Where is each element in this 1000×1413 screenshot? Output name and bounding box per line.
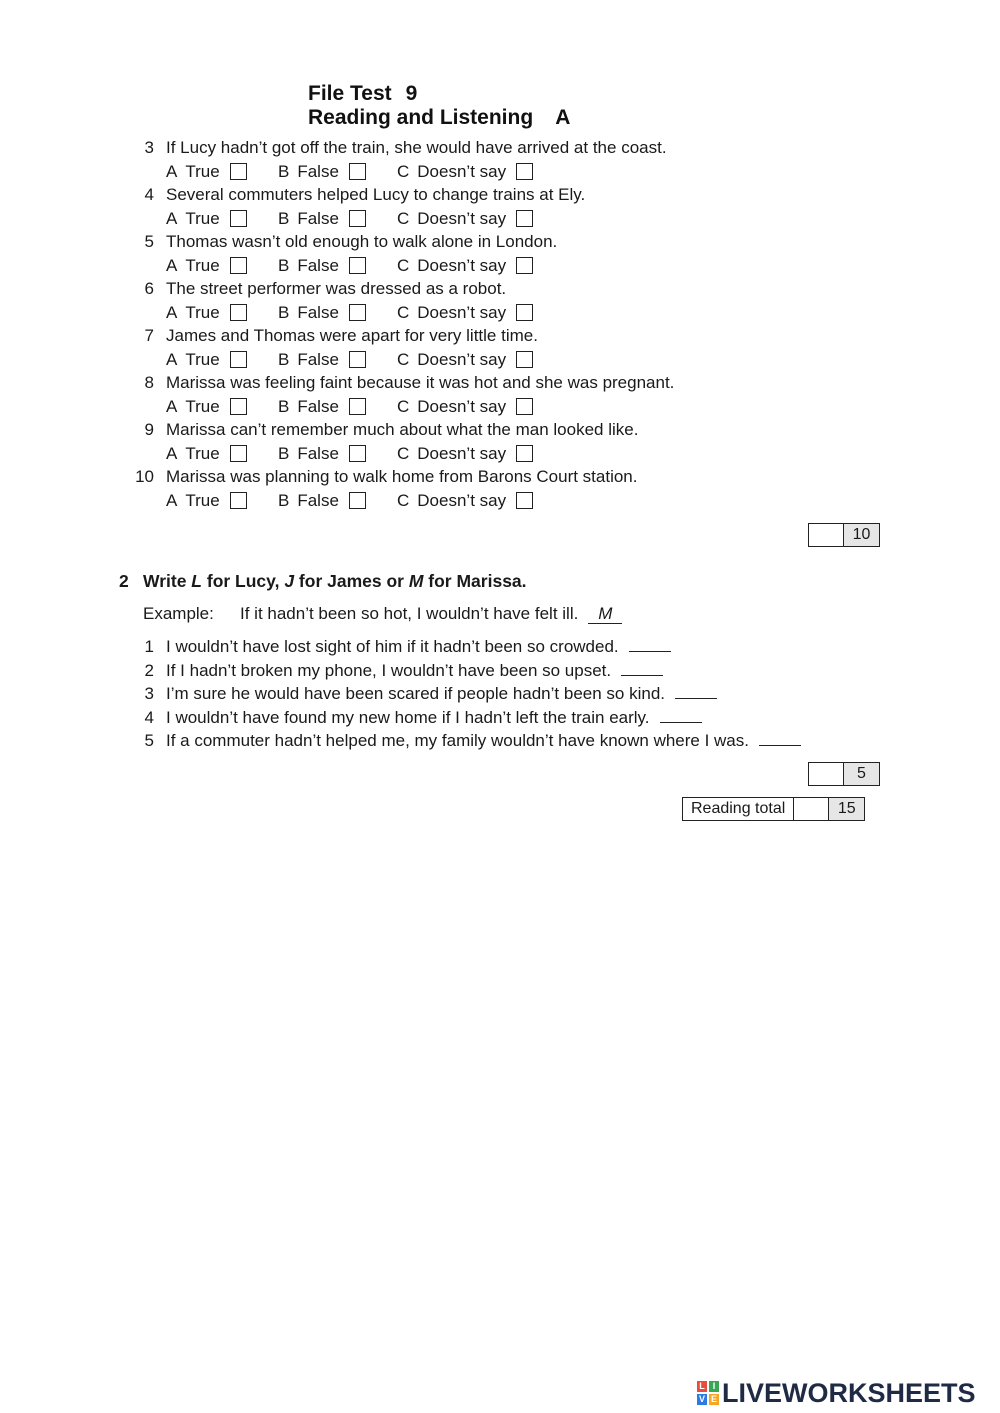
item-text: If a commuter hadn’t helped me, my family wouldn’t have known where I was.	[166, 731, 749, 750]
answer-blank[interactable]	[759, 731, 801, 746]
option-letter: C	[397, 490, 410, 510]
section1-question-list	[120, 136, 880, 512]
question-row	[120, 371, 880, 395]
example-text: If it hadn’t been so hot, I wouldn’t have felt ill.	[240, 604, 579, 623]
option-checkbox[interactable]	[349, 304, 366, 321]
option-letter: A	[166, 208, 178, 228]
answer-option-a[interactable]	[166, 395, 247, 419]
question-row	[120, 465, 880, 489]
option-checkbox[interactable]	[516, 398, 533, 415]
answer-option-a[interactable]	[166, 489, 247, 513]
option-label: False	[297, 161, 339, 181]
item-text: If I hadn’t broken my phone, I wouldn’t have been so upset.	[166, 660, 612, 680]
item-text: I wouldn’t have lost sight of him if it hadn’t been so crowded.	[166, 637, 619, 656]
logo-icon-tile: E	[710, 1394, 717, 1404]
section2-number: 2	[119, 571, 129, 591]
option-checkbox[interactable]	[349, 257, 366, 274]
heading-letter-l: L	[191, 571, 202, 591]
item-text: I’m sure he would have been scared if people hadn’t been so kind.	[166, 684, 665, 703]
question-number: 10	[135, 467, 154, 486]
option-label: False	[297, 255, 339, 275]
section1-score-max: 10	[844, 524, 879, 546]
title-reading-listening: Reading and Listening	[308, 106, 534, 129]
answer-options-row	[120, 207, 880, 231]
option-label: Doesn’t say	[417, 443, 507, 463]
question-text: Marissa can’t remember much about what the man looked like.	[166, 420, 639, 439]
question-text: If Lucy hadn’t got off the train, she would have arrived at the coast.	[166, 138, 667, 157]
option-label: True	[185, 161, 220, 181]
page-title	[308, 82, 570, 130]
section2-score-max: 5	[844, 763, 879, 785]
section2-heading	[119, 570, 527, 592]
option-label: False	[297, 443, 339, 463]
option-letter: B	[278, 396, 290, 416]
reading-total-label: Reading total	[683, 798, 794, 820]
question-number: 8	[144, 373, 154, 392]
logo-icon-tile: I	[709, 1381, 719, 1392]
reading-total-max: 15	[829, 798, 864, 820]
option-label: True	[185, 302, 220, 322]
option-label: Doesn’t say	[417, 396, 507, 416]
heading-letter-m: M	[408, 571, 424, 591]
option-label: False	[297, 208, 339, 228]
option-label: True	[185, 490, 220, 510]
option-letter: C	[397, 396, 410, 416]
item-text-wrap	[166, 635, 671, 659]
option-checkbox[interactable]	[230, 163, 247, 180]
answer-options-row	[120, 442, 880, 466]
option-label: Doesn’t say	[417, 255, 507, 275]
answer-option-b[interactable]	[278, 348, 366, 372]
item-text-wrap	[166, 706, 702, 730]
option-letter: C	[397, 443, 410, 463]
option-letter: C	[397, 161, 410, 181]
option-letter: A	[166, 302, 178, 322]
option-checkbox[interactable]	[516, 492, 533, 509]
option-checkbox[interactable]	[349, 351, 366, 368]
answer-option-c[interactable]	[397, 489, 533, 513]
item-number: 2	[144, 660, 154, 680]
option-label: True	[185, 255, 220, 275]
option-label: Doesn’t say	[417, 490, 507, 510]
option-checkbox[interactable]	[516, 257, 533, 274]
option-checkbox[interactable]	[230, 398, 247, 415]
item-text: I wouldn’t have found my new home if I hadn’t left the train early.	[166, 707, 650, 727]
answer-option-b[interactable]	[278, 207, 366, 231]
option-letter: B	[278, 208, 290, 228]
option-label: True	[185, 208, 220, 228]
option-label: Doesn’t say	[417, 208, 507, 228]
answer-options-row	[120, 160, 880, 184]
logo-icon-tile: V	[698, 1394, 705, 1404]
option-letter: C	[397, 208, 410, 228]
option-label: True	[185, 443, 220, 463]
option-label: True	[185, 349, 220, 369]
option-letter: C	[397, 349, 410, 369]
title-line-1	[308, 82, 570, 106]
heading-part: Write	[143, 571, 192, 591]
liveworksheets-logo[interactable]	[697, 1377, 976, 1409]
title-file-test: File Test	[308, 82, 392, 105]
question-row	[120, 230, 880, 254]
answer-blank[interactable]	[629, 637, 671, 652]
liveworksheets-logo-text: LIVEWORKSHEETS	[722, 1378, 976, 1408]
question-number: 9	[144, 420, 154, 439]
answer-option-a[interactable]	[166, 442, 247, 466]
item-text-wrap	[166, 682, 717, 706]
option-label: Doesn’t say	[417, 161, 507, 181]
question-number: 4	[144, 185, 154, 204]
option-checkbox[interactable]	[230, 445, 247, 462]
option-checkbox[interactable]	[516, 304, 533, 321]
item-number: 3	[144, 684, 154, 703]
option-checkbox[interactable]	[516, 445, 533, 462]
option-checkbox[interactable]	[349, 445, 366, 462]
heading-part: for James or	[294, 571, 409, 591]
section1-score-box	[808, 523, 880, 547]
question-row	[120, 324, 880, 348]
answer-option-c[interactable]	[397, 207, 533, 231]
option-letter: B	[278, 255, 290, 275]
option-checkbox[interactable]	[230, 304, 247, 321]
question-number: 5	[144, 232, 154, 251]
title-test-number: 9	[405, 82, 418, 105]
option-checkbox[interactable]	[516, 351, 533, 368]
option-label: False	[297, 490, 339, 510]
answer-blank[interactable]	[621, 661, 663, 676]
section2-example	[143, 603, 622, 625]
option-letter: A	[166, 255, 178, 275]
item-number: 4	[144, 707, 154, 727]
answer-option-a[interactable]	[166, 254, 247, 278]
answer-option-a[interactable]	[166, 160, 247, 184]
answer-option-c[interactable]	[397, 348, 533, 372]
answer-options-row	[120, 489, 880, 513]
question-number: 3	[144, 138, 154, 157]
option-letter: A	[166, 490, 178, 510]
answer-option-c[interactable]	[397, 442, 533, 466]
section2-score-box	[808, 762, 880, 786]
question-text: The street performer was dressed as a robot.	[166, 279, 507, 298]
reading-total-box	[682, 797, 865, 821]
question-row	[120, 183, 880, 207]
liveworksheets-logo-icon	[697, 1381, 719, 1405]
item-number: 1	[144, 637, 154, 656]
section2-score-input[interactable]	[809, 763, 844, 785]
title-line-2	[308, 106, 570, 130]
option-checkbox[interactable]	[516, 210, 533, 227]
logo-icon-tile: L	[697, 1381, 707, 1392]
item-number: 5	[144, 731, 154, 750]
option-label: False	[297, 396, 339, 416]
question-number: 6	[144, 279, 154, 298]
option-checkbox[interactable]	[230, 351, 247, 368]
title-version: A	[555, 106, 571, 129]
option-checkbox[interactable]	[516, 163, 533, 180]
option-letter: B	[278, 443, 290, 463]
answer-option-b[interactable]	[278, 489, 366, 513]
answer-option-a[interactable]	[166, 207, 247, 231]
heading-letter-j: J	[284, 571, 295, 591]
answer-options-row	[120, 348, 880, 372]
option-label: False	[297, 349, 339, 369]
answer-option-b[interactable]	[278, 254, 366, 278]
answer-option-b[interactable]	[278, 160, 366, 184]
option-checkbox[interactable]	[349, 210, 366, 227]
question-number: 7	[144, 326, 154, 345]
answer-blank[interactable]	[675, 684, 717, 699]
example-answer: M	[588, 604, 622, 624]
option-label: Doesn’t say	[417, 302, 507, 322]
reading-total-input[interactable]	[794, 798, 829, 820]
question-row	[120, 136, 880, 160]
option-checkbox[interactable]	[349, 492, 366, 509]
answer-options-row	[120, 301, 880, 325]
option-checkbox[interactable]	[230, 257, 247, 274]
heading-part: for Lucy,	[202, 571, 285, 591]
option-letter: A	[166, 396, 178, 416]
option-label: Doesn’t say	[417, 349, 507, 369]
option-letter: C	[397, 302, 410, 322]
question-row	[120, 277, 880, 301]
option-checkbox[interactable]	[349, 398, 366, 415]
item-text-wrap	[166, 659, 663, 683]
question-text: Several commuters helped Lucy to change trains at Ely.	[166, 185, 586, 204]
answer-option-a[interactable]	[166, 301, 247, 325]
answer-blank[interactable]	[660, 708, 702, 723]
question-text: Marissa was planning to walk home from Barons Court station.	[166, 467, 638, 486]
option-checkbox[interactable]	[230, 492, 247, 509]
answer-option-b[interactable]	[278, 442, 366, 466]
option-letter: B	[278, 490, 290, 510]
option-letter: B	[278, 161, 290, 181]
option-letter: A	[166, 443, 178, 463]
example-label: Example:	[143, 604, 214, 623]
answer-options-row	[120, 254, 880, 278]
answer-option-a[interactable]	[166, 348, 247, 372]
answer-option-b[interactable]	[278, 395, 366, 419]
option-checkbox[interactable]	[349, 163, 366, 180]
answer-option-c[interactable]	[397, 301, 533, 325]
option-label: True	[185, 396, 220, 416]
option-letter: B	[278, 302, 290, 322]
option-letter: A	[166, 161, 178, 181]
option-letter: B	[278, 349, 290, 369]
answer-option-c[interactable]	[397, 160, 533, 184]
item-text-wrap	[166, 729, 801, 753]
option-checkbox[interactable]	[230, 210, 247, 227]
answer-option-c[interactable]	[397, 254, 533, 278]
heading-part: for Marissa.	[423, 571, 527, 591]
option-letter: C	[397, 255, 410, 275]
question-row	[120, 418, 880, 442]
option-label: False	[297, 302, 339, 322]
option-letter: A	[166, 349, 178, 369]
answer-option-b[interactable]	[278, 301, 366, 325]
answer-options-row	[120, 395, 880, 419]
question-text: Marissa was feeling faint because it was hot and she was pregnant.	[166, 373, 675, 392]
section1-score-input[interactable]	[809, 524, 844, 546]
question-text: James and Thomas were apart for very little time.	[166, 326, 538, 345]
answer-option-c[interactable]	[397, 395, 533, 419]
question-text: Thomas wasn’t old enough to walk alone in London.	[166, 232, 558, 251]
